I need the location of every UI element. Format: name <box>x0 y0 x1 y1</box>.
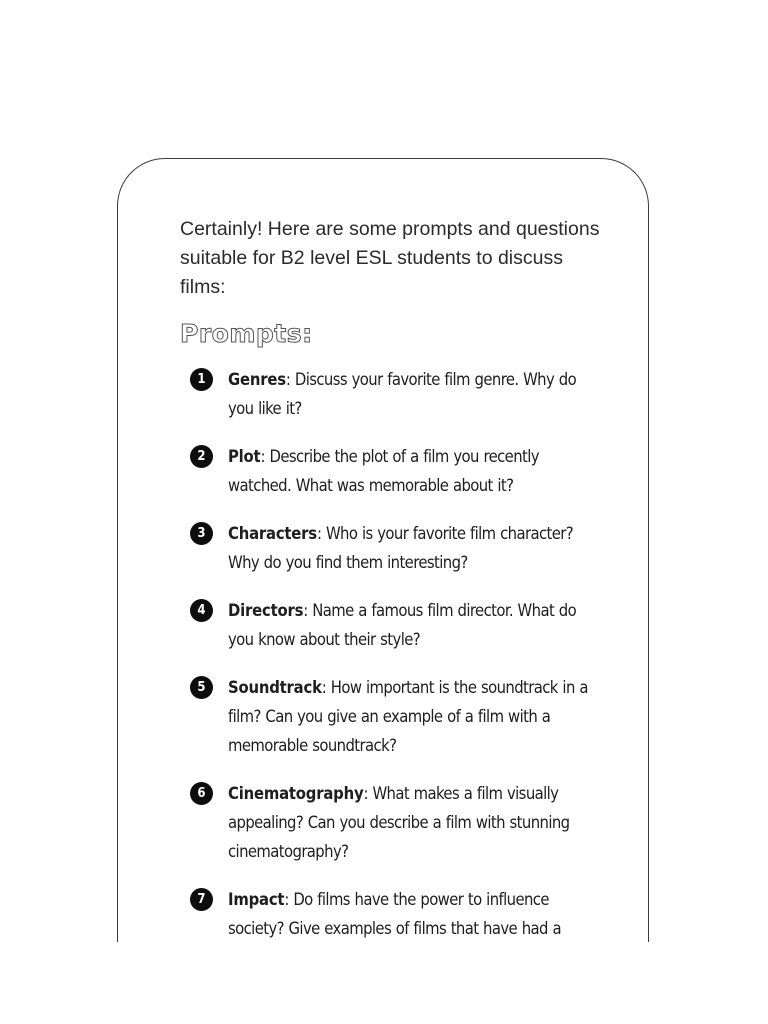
prompts-list <box>190 365 590 943</box>
prompt-text: : Describe the plot of a film you recently watched. What was memorable about it? <box>228 447 539 495</box>
prompt-term: Genres <box>228 370 286 389</box>
content-card <box>117 158 649 1018</box>
list-item <box>190 779 590 866</box>
list-item <box>190 442 590 500</box>
list-item <box>190 885 590 943</box>
list-item <box>190 365 590 423</box>
prompts-heading: Prompts: <box>180 319 313 348</box>
prompt-term: Cinematography <box>228 784 364 803</box>
prompt-term: Characters <box>228 524 317 543</box>
prompt-text: : How important is the soundtrack in a film? Can you give an example of a film with a memorable soundtrack? <box>228 678 588 755</box>
prompt-text: : Name a famous film director. What do you know about their style? <box>228 601 577 649</box>
prompt-term: Directors <box>228 601 304 620</box>
prompt-text: : Discuss your favorite film genre. Why do you like it? <box>228 370 577 418</box>
number-badge: 6 <box>190 782 213 805</box>
prompt-term: Soundtrack <box>228 678 322 697</box>
intro-text: Certainly! Here are some prompts and questions suitable for B2 level ESL students to discuss films: <box>180 218 600 298</box>
list-item <box>190 596 590 654</box>
number-badge: 3 <box>190 522 213 545</box>
number-badge: 7 <box>190 888 213 911</box>
number-badge: 4 <box>190 599 213 622</box>
prompt-text: : Who is your favorite film character? Why do you find them interesting? <box>228 524 574 572</box>
number-badge: 2 <box>190 445 213 468</box>
list-item <box>190 673 590 760</box>
prompt-term: Impact <box>228 890 285 909</box>
prompt-text: : What makes a film visually appealing? Can you describe a film with stunning cinematography? <box>228 784 570 861</box>
page-bottom-margin <box>0 942 768 1024</box>
prompt-text: : Do films have the power to influence society? Give examples of films that have had a <box>228 890 561 938</box>
list-item <box>190 519 590 577</box>
number-badge: 1 <box>190 368 213 391</box>
number-badge: 5 <box>190 676 213 699</box>
prompt-term: Plot <box>228 447 261 466</box>
